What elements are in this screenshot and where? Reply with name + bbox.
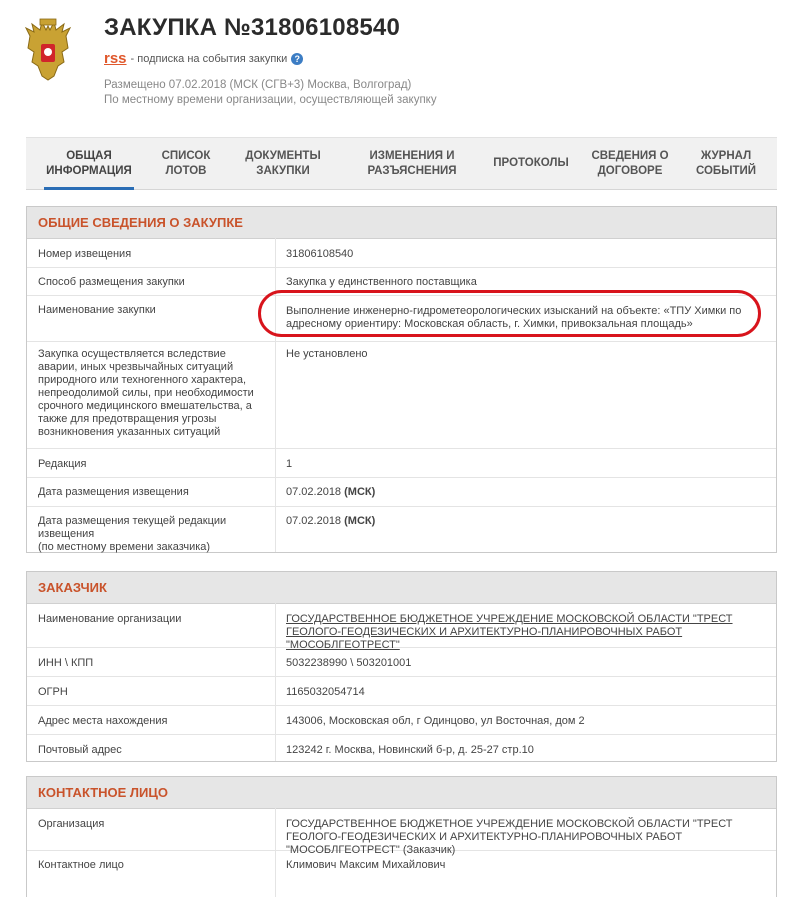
revision: 1 — [286, 458, 293, 470]
tab-event-log[interactable] — [686, 138, 766, 189]
placement-note: По местному времени организации, осуществляющей закупку — [104, 94, 437, 106]
tab-label: СВЕДЕНИЯ О — [591, 149, 669, 162]
tab-label: ДОКУМЕНТЫ — [245, 149, 321, 162]
coat-of-arms-icon — [24, 18, 72, 82]
row-label: Контактное лицо — [38, 859, 124, 871]
table-row — [27, 735, 776, 763]
row-label: Наименование закупки — [38, 304, 156, 316]
notice-date — [286, 486, 756, 499]
row-label-text: Дата размещения текущей редакции извещения — [38, 515, 227, 540]
tab-general-info[interactable] — [34, 138, 144, 189]
purchase-name: Выполнение инженерно-гидрометеорологических изысканий на объекте: «ТПУ Химки по адресному ориентиру: Московская область, г. Химки, привокзальная площадь» — [286, 305, 742, 330]
contact-person: Климович Максим Михайлович — [286, 859, 446, 871]
page-title: ЗАКУПКА №31806108540 — [104, 14, 401, 41]
table-row — [27, 648, 776, 677]
row-label: Способ размещения закупки — [38, 276, 185, 288]
location-address: 143006, Московская обл, г Одинцово, ул Восточная, дом 2 — [286, 715, 585, 727]
row-label: Номер извещения — [38, 248, 132, 260]
section-title: КОНТАКТНОЕ ЛИЦО — [27, 777, 776, 809]
row-label: ОГРН — [38, 686, 68, 698]
tab-changes[interactable] — [353, 138, 471, 189]
tab-label: ОБЩАЯ — [66, 149, 112, 162]
rss-link[interactable]: rss — [104, 50, 127, 67]
tab-label: ПРОТОКОЛЫ — [493, 157, 569, 169]
row-label: Организация — [38, 818, 105, 830]
revision-date — [286, 515, 756, 528]
table-row — [27, 706, 776, 735]
table-row — [27, 268, 776, 296]
table-row — [27, 239, 776, 268]
row-label-note: (по местному времени заказчика) — [38, 541, 211, 553]
date-value: 07.02.2018 — [286, 486, 342, 498]
timezone: (МСК) — [344, 486, 376, 498]
table-row — [27, 478, 776, 507]
inn-kpp: 5032238990 \ 503201001 — [286, 657, 412, 669]
tab-label: РАЗЪЯСНЕНИЯ — [367, 164, 457, 177]
postal-address: 123242 г. Москва, Новинский б-р, д. 25-27 стр.10 — [286, 744, 534, 756]
help-icon[interactable]: ? — [291, 53, 303, 65]
row-label: Редакция — [38, 458, 87, 470]
table-row — [27, 809, 776, 856]
tab-contract-info[interactable] — [586, 138, 674, 189]
row-label — [38, 515, 263, 554]
contact-section — [26, 776, 777, 897]
notice-number: 31806108540 — [286, 248, 354, 260]
tab-label: СОБЫТИЙ — [695, 164, 757, 177]
contact-organization: ГОСУДАРСТВЕННОЕ БЮДЖЕТНОЕ УЧРЕЖДЕНИЕ МОСКОВСКОЙ ОБЛАСТИ "ТРЕСТ ГЕОЛОГО-ГЕОДЕЗИЧЕСКИХ И АРХИТЕКТУРНО-ПЛАНИРОВОЧНЫХ РАБОТ "МОСОБЛГЕОТРЕСТ" (Заказчик) — [286, 818, 733, 856]
tab-label: ЗАКУПКИ — [256, 164, 310, 177]
subscribe-text: - подписка на события закупки — [130, 52, 288, 65]
emergency-flag: Не установлено — [286, 348, 368, 360]
subscription-line — [104, 50, 303, 67]
table-row — [27, 851, 776, 891]
table-row — [27, 677, 776, 706]
row-label: Закупка осуществляется вследствие аварии, иных чрезвычайных ситуаций природного или техногенного характера, непреодолимой силы, при необходимости срочного медицинского вмешательства, а также для предотвращения угрозы возникновения указанных ситуаций — [38, 348, 254, 438]
table-row — [27, 604, 776, 651]
tab-label: ИНФОРМАЦИЯ — [46, 164, 132, 177]
row-label: Почтовый адрес — [38, 744, 122, 756]
ogrn: 1165032054714 — [286, 686, 365, 698]
tab-label: ДОГОВОРЕ — [597, 164, 663, 177]
table-row — [27, 296, 776, 342]
purchase-method: Закупка у единственного поставщика — [286, 276, 477, 288]
tab-label: ИЗМЕНЕНИЯ И — [369, 149, 455, 162]
tab-protocols[interactable] — [486, 138, 576, 189]
tab-bar — [26, 137, 777, 190]
row-label: Наименование организации — [38, 613, 182, 625]
row-label: ИНН \ КПП — [38, 657, 94, 669]
row-label: Адрес места нахождения — [38, 715, 168, 727]
tab-label: ЖУРНАЛ — [700, 149, 752, 162]
tab-lots[interactable] — [151, 138, 221, 189]
table-row — [27, 342, 776, 449]
date-value: 07.02.2018 — [286, 515, 342, 527]
placement-date: Размещено 07.02.2018 (МСК (СГВ+3) Москва, Волгоград) — [104, 79, 412, 91]
tab-documents[interactable] — [233, 138, 333, 189]
row-label: Дата размещения извещения — [38, 486, 189, 498]
table-row — [27, 507, 776, 558]
general-info-section — [26, 206, 777, 553]
placement-info — [104, 78, 437, 108]
customer-org-link[interactable]: ГОСУДАРСТВЕННОЕ БЮДЖЕТНОЕ УЧРЕЖДЕНИЕ МОСКОВСКОЙ ОБЛАСТИ "ТРЕСТ ГЕОЛОГО-ГЕОДЕЗИЧЕСКИХ И АРХИТЕКТУРНО-ПЛАНИРОВОЧНЫХ РАБОТ "МОСОБЛГЕОТРЕСТ" — [286, 613, 733, 651]
tab-label: СПИСОК — [161, 149, 211, 162]
tab-label: ЛОТОВ — [165, 164, 207, 177]
customer-section — [26, 571, 777, 762]
table-row — [27, 449, 776, 478]
timezone: (МСК) — [344, 515, 376, 527]
section-title: ОБЩИЕ СВЕДЕНИЯ О ЗАКУПКЕ — [27, 207, 776, 239]
section-title: ЗАКАЗЧИК — [27, 572, 776, 604]
